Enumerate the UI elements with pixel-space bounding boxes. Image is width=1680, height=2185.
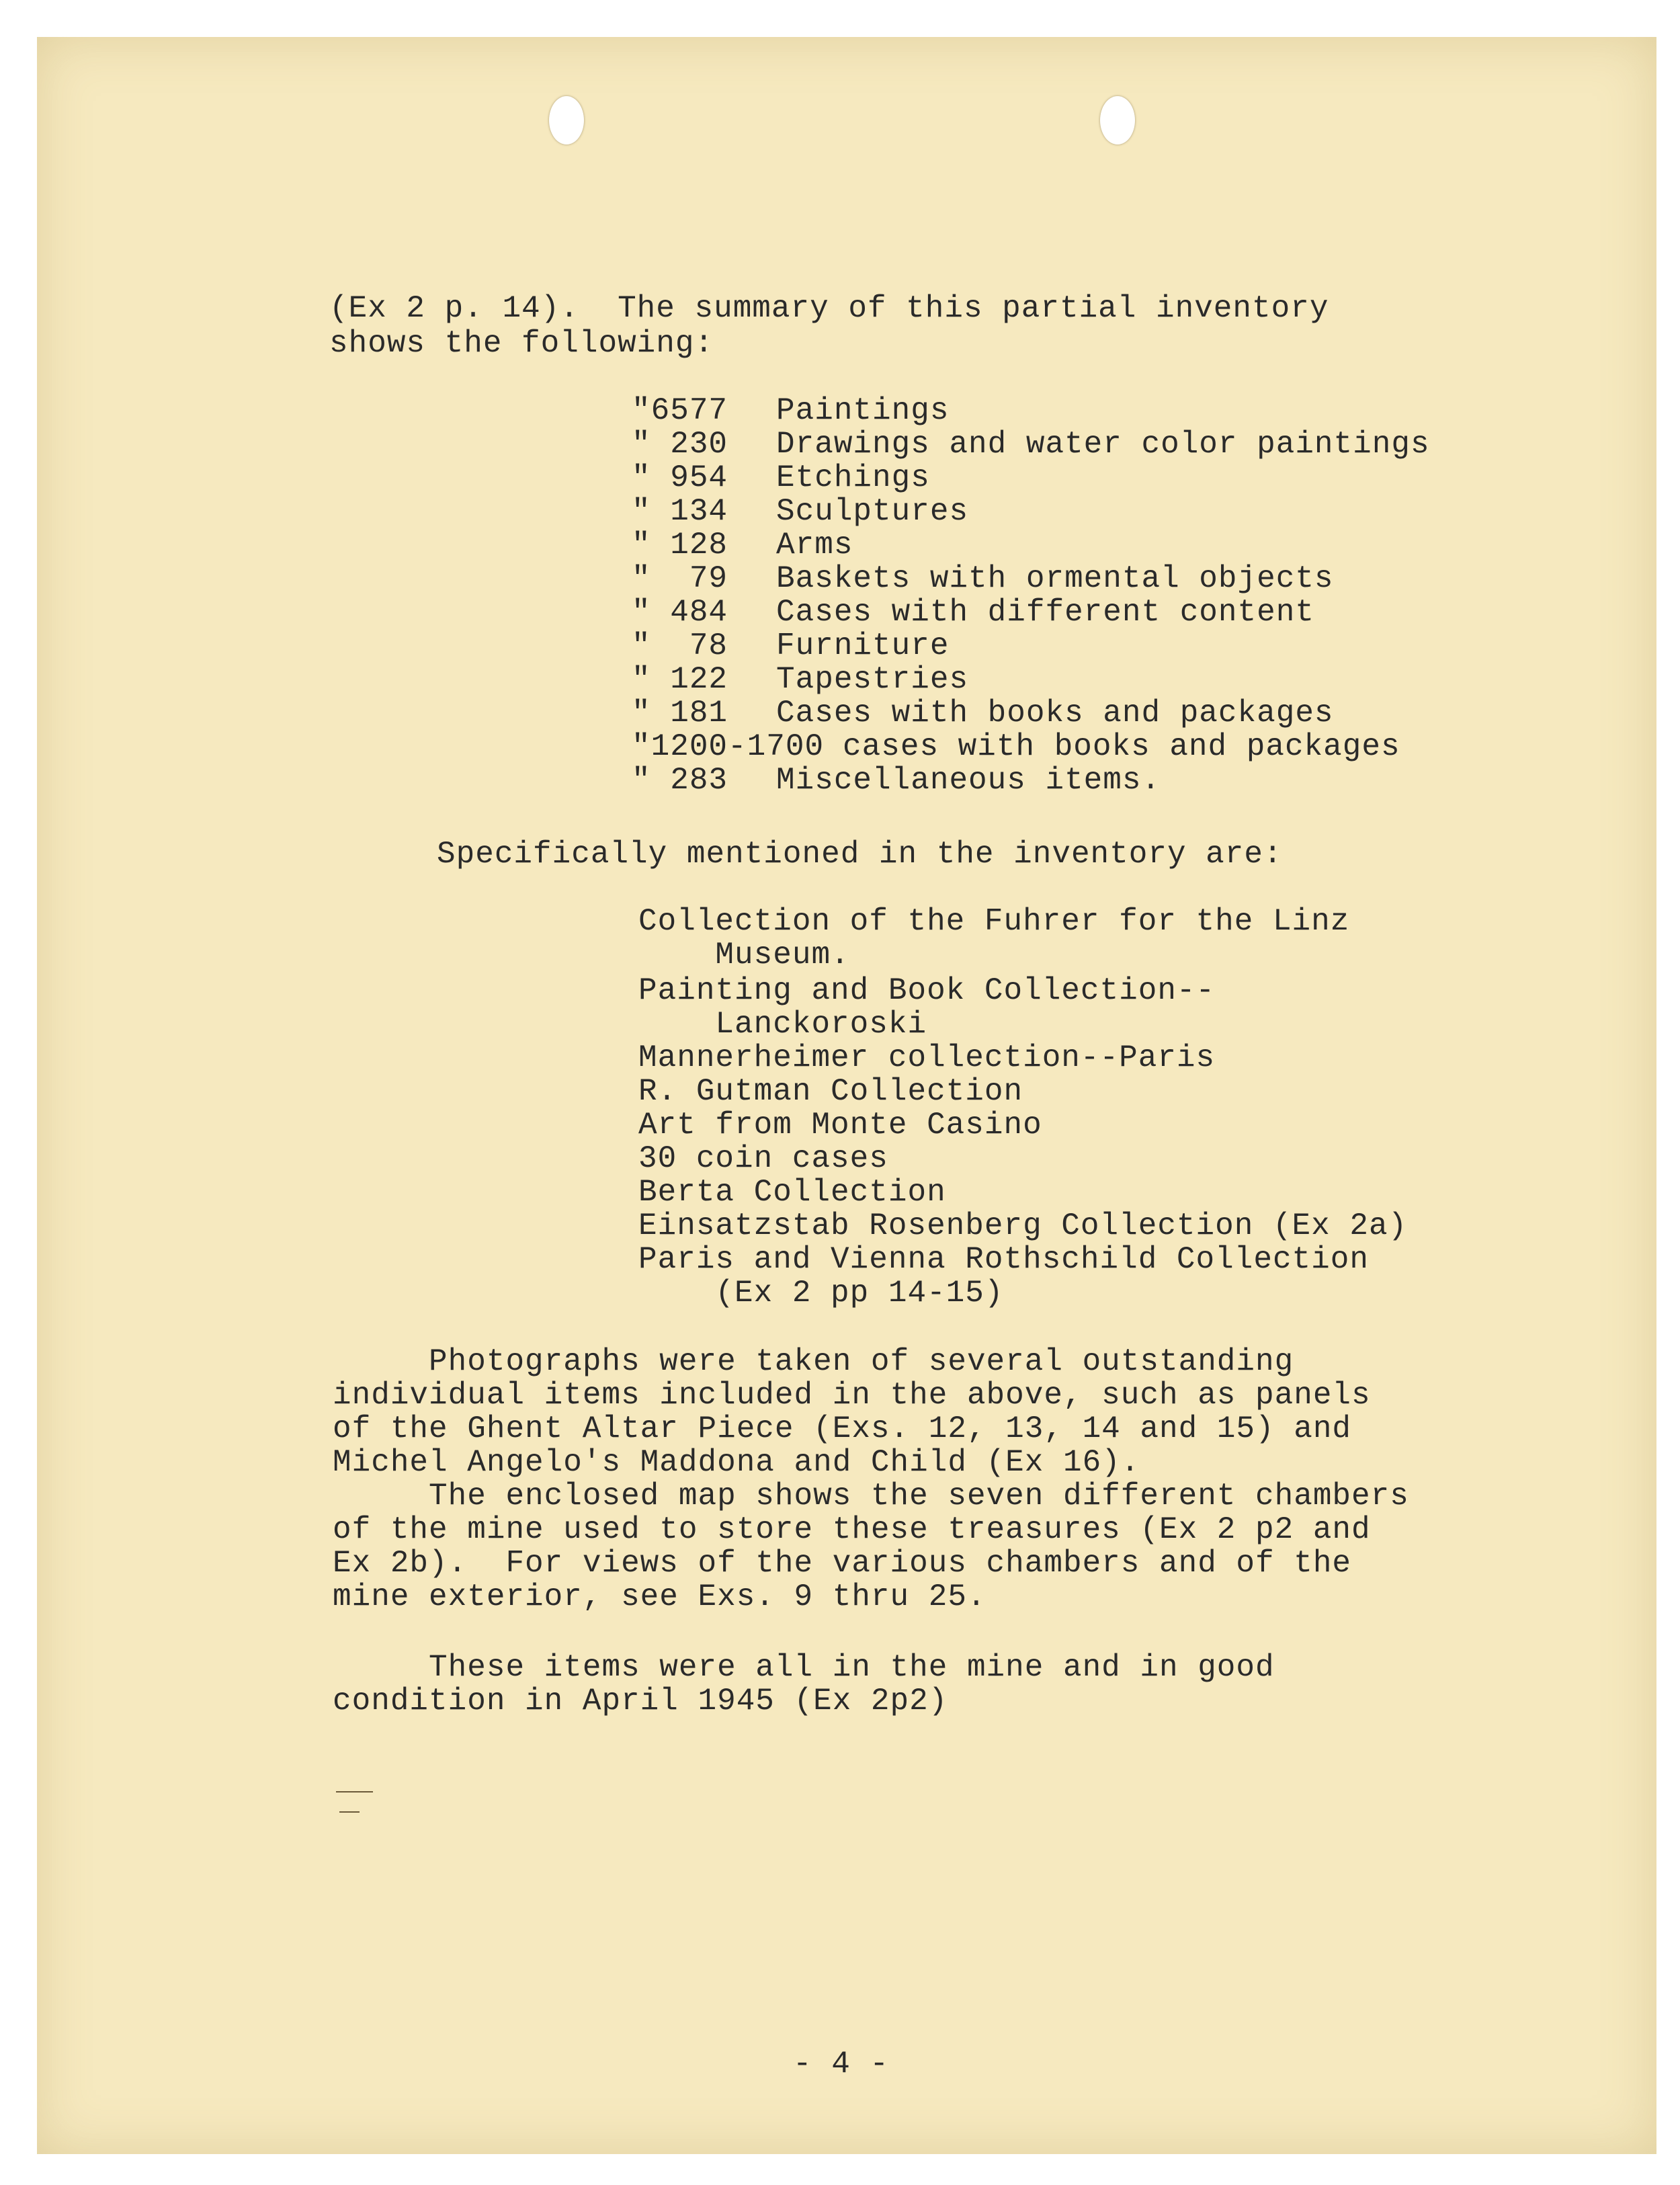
summary-row bbox=[632, 763, 1161, 798]
collection-line: Art from Monte Casino bbox=[638, 1108, 1042, 1143]
summary-quantity: " 79 bbox=[632, 561, 728, 596]
summary-item: Sculptures bbox=[776, 494, 969, 529]
paragraph-line: Ex 2b). For views of the various chambers and of the bbox=[333, 1546, 1352, 1581]
summary-row bbox=[632, 427, 1430, 462]
paragraph-line: The enclosed map shows the seven different chambers bbox=[333, 1479, 1409, 1514]
summary-item: Cases with different content bbox=[776, 595, 1314, 630]
summary-item: Furniture bbox=[776, 628, 950, 663]
collection-line: Berta Collection bbox=[638, 1175, 946, 1210]
summary-row bbox=[632, 561, 1334, 596]
collection-line: Collection of the Fuhrer for the Linz bbox=[638, 904, 1350, 939]
summary-item: Drawings and water color paintings bbox=[776, 427, 1430, 462]
paragraph-line: These items were all in the mine and in good bbox=[333, 1650, 1275, 1685]
summary-quantity: "6577 bbox=[632, 393, 728, 428]
summary-quantity: " 78 bbox=[632, 628, 728, 663]
stray-mark bbox=[336, 1791, 373, 1792]
summary-row bbox=[632, 595, 1314, 630]
document-page bbox=[37, 37, 1656, 2154]
collection-line: (Ex 2 pp 14-15) bbox=[638, 1276, 1004, 1311]
summary-item: Cases with books and packages bbox=[776, 696, 1334, 731]
paragraph-line: of the Ghent Altar Piece (Exs. 12, 13, 14 and 15) and bbox=[333, 1411, 1352, 1446]
paragraph-line: Photographs were taken of several outstanding bbox=[333, 1344, 1294, 1379]
summary-quantity: " 283 bbox=[632, 763, 728, 798]
summary-row bbox=[632, 528, 853, 563]
paragraph-line: mine exterior, see Exs. 9 thru 25. bbox=[333, 1579, 986, 1614]
punch-hole-right bbox=[1100, 96, 1135, 145]
summary-row bbox=[632, 662, 968, 697]
collection-line: Einsatzstab Rosenberg Collection (Ex 2a) bbox=[638, 1208, 1408, 1243]
summary-row bbox=[632, 494, 968, 529]
intro-line-2: shows the following: bbox=[329, 326, 714, 361]
summary-item: Baskets with ormental objects bbox=[776, 561, 1334, 596]
summary-item: cases with books and packages bbox=[843, 729, 1400, 764]
summary-row bbox=[632, 628, 949, 663]
paragraph-line: individual items included in the above, such as panels bbox=[333, 1378, 1371, 1413]
specific-heading: Specifically mentioned in the inventory are: bbox=[437, 837, 1283, 872]
summary-quantity: " 181 bbox=[632, 696, 728, 731]
collection-line: 30 coin cases bbox=[638, 1141, 888, 1176]
collection-line: Lanckoroski bbox=[638, 1007, 927, 1042]
summary-quantity: " 230 bbox=[632, 427, 728, 462]
summary-quantity: "1200-1700 bbox=[632, 729, 825, 764]
collection-line: R. Gutman Collection bbox=[638, 1074, 1023, 1109]
summary-item: Tapestries bbox=[776, 662, 969, 697]
collection-line: Mannerheimer collection--Paris bbox=[638, 1040, 1216, 1075]
summary-item: Paintings bbox=[776, 393, 950, 428]
punch-hole-left bbox=[549, 96, 584, 145]
summary-row bbox=[632, 696, 1334, 731]
summary-quantity: " 134 bbox=[632, 494, 728, 529]
page-number: - 4 - bbox=[793, 2047, 890, 2081]
summary-quantity: " 128 bbox=[632, 528, 728, 563]
summary-item: Etchings bbox=[776, 460, 930, 495]
summary-quantity: " 484 bbox=[632, 595, 728, 630]
summary-row bbox=[632, 460, 930, 495]
summary-item: Miscellaneous items. bbox=[776, 763, 1161, 798]
summary-item: Arms bbox=[776, 528, 853, 563]
summary-quantity: " 122 bbox=[632, 662, 728, 697]
summary-quantity: " 954 bbox=[632, 460, 728, 495]
paragraph-line: Michel Angelo's Maddona and Child (Ex 16). bbox=[333, 1445, 1140, 1480]
collection-line: Museum. bbox=[638, 938, 850, 973]
collection-line: Paris and Vienna Rothschild Collection bbox=[638, 1242, 1369, 1277]
stray-mark bbox=[339, 1811, 360, 1813]
paragraph-line: condition in April 1945 (Ex 2p2) bbox=[333, 1684, 948, 1719]
intro-line-1: (Ex 2 p. 14). The summary of this partial inventory bbox=[329, 291, 1329, 326]
paragraph-line: of the mine used to store these treasures (Ex 2 p2 and bbox=[333, 1512, 1371, 1547]
summary-row bbox=[632, 729, 1400, 764]
collection-line: Painting and Book Collection-- bbox=[638, 973, 1216, 1008]
summary-row bbox=[632, 393, 949, 428]
